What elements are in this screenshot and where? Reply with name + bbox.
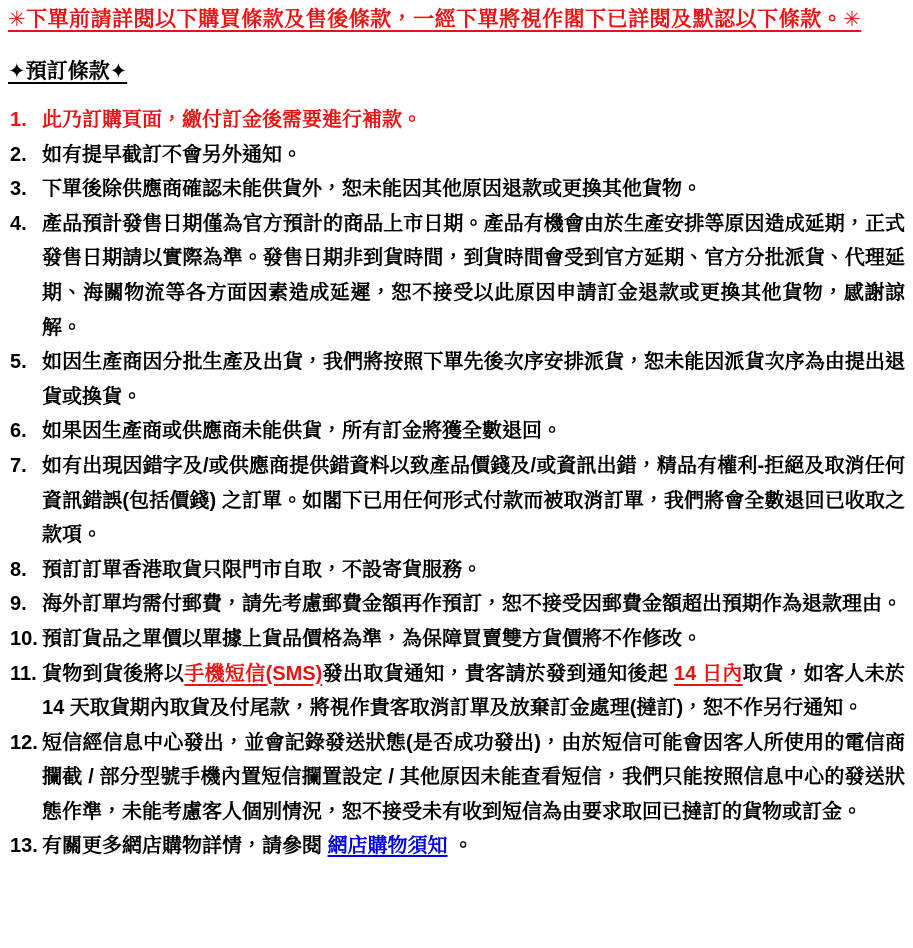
term-item-10	[8, 622, 905, 657]
term-text: 如有提早截訂不會另外通知。	[42, 143, 302, 166]
term-text: 短信經信息中心發出，並會記錄發送狀態(是否成功發出)，由於短信可能會因客人所使用的電信商攔截 / 部分型號手機內置短信攔置設定 / 其他原因未能查看短信，我們只能按照信息中心的發送狀態作準，未能考慮客人個別情況，恕不接受未有收到短信為由要求取回已撻訂的貨物或訂金。	[42, 731, 905, 823]
term-text: 取貨，如客人未於 14 天取貨期內取貨及付尾款，將視作貴客取消訂單及放棄訂金處理(撻訂)，恕不作另行通知。	[42, 662, 906, 720]
term-number: 3.	[10, 178, 27, 201]
term-text: 預訂貨品之單價以單據上貨品價格為準，為保障買賣雙方貨價將不作修改。	[42, 627, 702, 650]
term-number: 6.	[10, 420, 27, 443]
term-text: 貨物到貨後將以	[42, 662, 185, 685]
pickup-days-highlight: 14 日內	[673, 662, 743, 685]
term-item-9	[8, 587, 905, 622]
term-item-12	[8, 726, 905, 830]
term-text: 如果因生產商或供應商未能供貨，所有訂金將獲全數退回。	[42, 420, 562, 443]
term-text: 此乃訂購頁面，繳付訂金後需要進行補款。	[42, 109, 422, 131]
term-number: 8.	[10, 558, 27, 581]
term-text: 下單後除供應商確認未能供貨外，恕未能因其他原因退款或更換其他貨物。	[42, 178, 702, 201]
term-number: 9.	[10, 593, 27, 616]
term-item-5	[8, 345, 905, 414]
preorder-terms-title: ✦預訂條款✦	[8, 60, 128, 83]
term-item-3	[8, 172, 905, 207]
term-number: 12.	[10, 731, 38, 754]
term-number: 5.	[10, 351, 27, 374]
term-number: 11.	[10, 662, 37, 685]
term-number: 1.	[10, 109, 27, 131]
term-number: 4.	[10, 212, 27, 235]
term-text: 海外訂單均需付郵費，請先考慮郵費金額再作預訂，恕不接受因郵費金額超出預期作為退款理由。	[42, 593, 902, 616]
term-text: 如因生產商因分批生產及出貨，我們將按照下單先後次序安排派貨，恕未能因派貨次序為由提出退貨或換貨。	[42, 351, 905, 408]
term-item-11	[8, 657, 905, 726]
term-text: 如有出現因錯字及/或供應商提供錯資料以致產品價錢及/或資訊出錯，精品有權利-拒絕及取消任何資訊錯誤(包括價錢) 之訂單。如閣下已用任何形式付款而被取消訂單，我們將會全數退回已收取之款項。	[42, 454, 905, 547]
term-item-13	[8, 829, 905, 864]
sms-highlight: 手機短信(SMS)	[184, 662, 323, 685]
shop-guide-link[interactable]: 網店購物須知	[327, 835, 448, 858]
term-item-1	[8, 103, 905, 138]
term-number: 10.	[10, 627, 38, 650]
term-text: 有關更多網店購物詳情，請參閱	[42, 835, 328, 858]
term-number: 7.	[10, 454, 27, 477]
term-item-8	[8, 553, 905, 588]
term-item-6	[8, 414, 905, 449]
term-text: 預訂訂單香港取貨只限門市自取，不設寄貨服務。	[42, 558, 482, 581]
term-item-7	[8, 449, 905, 553]
purchase-notice-banner: ✳下單前請詳閱以下購買條款及售後條款，一經下單將視作閣下已詳閱及默認以下條款。✳	[8, 8, 862, 31]
term-text: 產品預計發售日期僅為官方預計的商品上市日期。產品有機會由於生產安排等原因造成延期，正式發售日期請以實際為準。發售日期非到貨時間，到貨時間會受到官方延期、官方分批派貨、代理延期、海關物流等各方面因素造成延遲，恕不接受以此原因申請訂金退款或更換其他貨物，感謝諒解。	[42, 212, 905, 339]
term-item-4	[8, 207, 905, 345]
terms-list	[8, 103, 905, 864]
term-item-2	[8, 138, 905, 173]
term-number: 2.	[10, 143, 27, 166]
term-number: 13.	[10, 835, 38, 858]
term-text: 。	[447, 835, 474, 858]
term-text: 發出取貨通知，貴客請於發到通知後起	[322, 662, 674, 685]
